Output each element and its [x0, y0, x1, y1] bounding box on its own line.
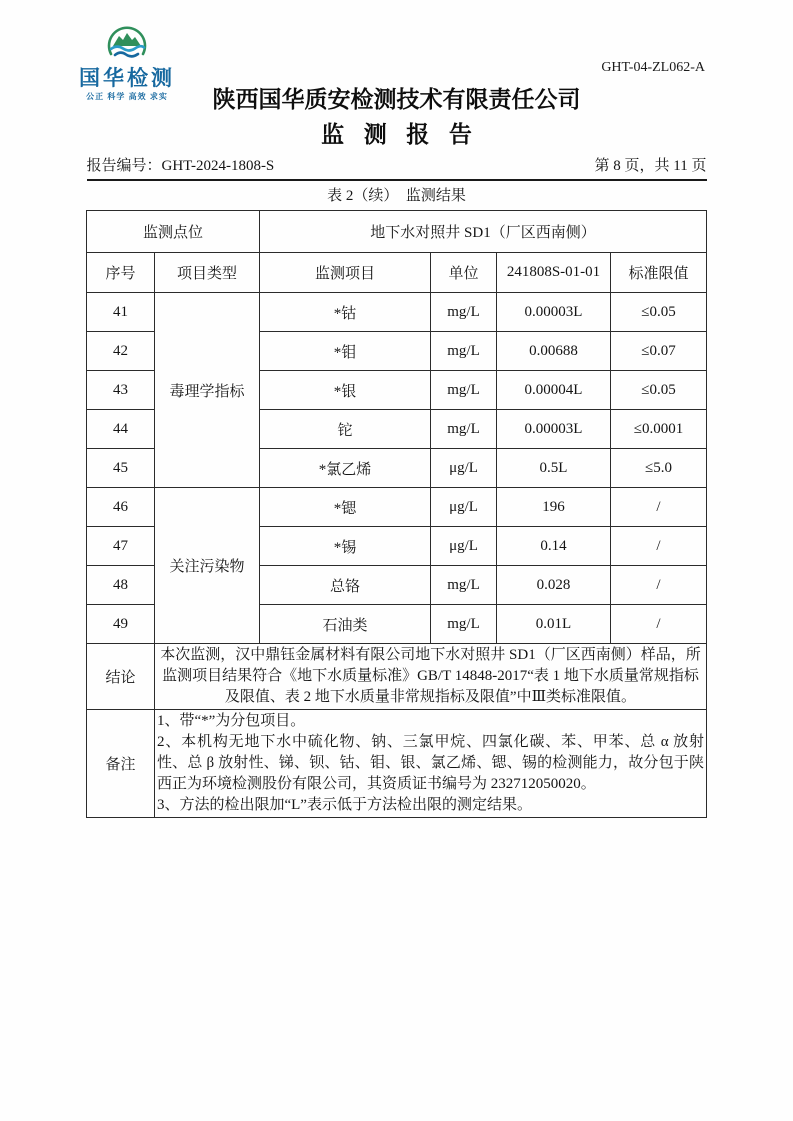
conclusion-label: 结论 — [86, 644, 154, 710]
page-info: 第 8 页，共 11 页 — [594, 158, 707, 174]
cell-item: 铊 — [260, 410, 431, 449]
cell-unit: mg/L — [431, 605, 497, 644]
table-row — [86, 488, 706, 527]
table-title: 表 2（续） 监测结果 — [327, 188, 466, 204]
cell-item: *锡 — [260, 527, 431, 566]
cell-unit: mg/L — [431, 371, 497, 410]
cell-item: 总铬 — [260, 566, 431, 605]
remark-text — [154, 710, 706, 818]
cell-seq: 47 — [86, 527, 154, 566]
table-row — [86, 293, 706, 332]
remark-row — [86, 710, 706, 818]
cell-seq: 46 — [86, 488, 154, 527]
cell-unit: μg/L — [431, 488, 497, 527]
cell-limit: / — [611, 488, 707, 527]
cell-seq: 48 — [86, 566, 154, 605]
cell-value: 0.00688 — [497, 332, 611, 371]
cell-seq: 42 — [86, 332, 154, 371]
cell-limit: / — [611, 527, 707, 566]
logo-tagline: 公正 科学 高效 求实 — [86, 92, 168, 101]
logo-name: 国华检测 — [79, 67, 175, 90]
cell-unit: mg/L — [431, 332, 497, 371]
cell-value: 0.5L — [497, 449, 611, 488]
header-sample-id: 241808S-01-01 — [497, 253, 611, 293]
report-title: 监测报告 — [321, 121, 492, 147]
cell-item: *钼 — [260, 332, 431, 371]
cell-value: 0.00003L — [497, 293, 611, 332]
remark-label: 备注 — [86, 710, 154, 818]
monitoring-point-value: 地下水对照井 SD1（厂区西南侧） — [260, 211, 707, 253]
cell-limit: ≤0.0001 — [611, 410, 707, 449]
mountain-water-logo-icon — [102, 20, 152, 66]
remark-line-1: 1、带“*”为分包项目。 — [156, 713, 306, 729]
cell-value: 196 — [497, 488, 611, 527]
cell-seq: 45 — [86, 449, 154, 488]
monitoring-point-label: 监测点位 — [86, 211, 259, 253]
cell-limit: ≤5.0 — [611, 449, 707, 488]
cell-item: 石油类 — [260, 605, 431, 644]
header-seq: 序号 — [86, 253, 154, 293]
cell-unit: μg/L — [431, 527, 497, 566]
cell-limit: / — [611, 566, 707, 605]
cell-unit: mg/L — [431, 410, 497, 449]
cell-item: *钴 — [260, 293, 431, 332]
cell-limit: ≤0.05 — [611, 293, 707, 332]
cell-limit: / — [611, 605, 707, 644]
document-code: GHT-04-ZL062-A — [601, 60, 705, 75]
remark-line-2: 2、本机构无地下水中硫化物、钠、三氯甲烷、四氯化碳、苯、甲苯、总 α 放射性、总 β 放射性、锑、钡、钴、钼、银、氯乙烯、锶、锡的检测能力，故分包于陕西正为环境检测股份有限公司，其资质证书编号为 232712050020。 — [156, 734, 704, 792]
cell-value: 0.028 — [497, 566, 611, 605]
cell-item: *氯乙烯 — [260, 449, 431, 488]
monitoring-results-table — [86, 210, 707, 818]
category-pollutants-of-concern: 关注污染物 — [154, 488, 259, 644]
header-category: 项目类型 — [154, 253, 259, 293]
meta-row — [87, 156, 707, 181]
cell-seq: 43 — [86, 371, 154, 410]
remark-line-3: 3、方法的检出限加“L”表示低于方法检出限的测定结果。 — [156, 797, 532, 813]
header-item: 监测项目 — [260, 253, 431, 293]
company-logo — [60, 20, 194, 101]
cell-limit: ≤0.07 — [611, 332, 707, 371]
category-toxicology: 毒理学指标 — [154, 293, 259, 488]
cell-seq: 49 — [86, 605, 154, 644]
conclusion-row — [86, 644, 706, 710]
cell-unit: μg/L — [431, 449, 497, 488]
table-header-row — [86, 253, 706, 293]
report-number: 报告编号：GHT-2024-1808-S — [86, 158, 275, 174]
cell-unit: mg/L — [431, 293, 497, 332]
header-unit: 单位 — [431, 253, 497, 293]
cell-value: 0.00003L — [497, 410, 611, 449]
cell-value: 0.01L — [497, 605, 611, 644]
cell-item: *锶 — [260, 488, 431, 527]
header-limit: 标准限值 — [611, 253, 707, 293]
cell-seq: 41 — [86, 293, 154, 332]
conclusion-text: 本次监测，汉中鼎钰金属材料有限公司地下水对照井 SD1（厂区西南侧）样品，所监测项目结果符合《地下水质量标准》GB/T 14848-2017“表 1 地下水质量常规指标及限值、表 2 地下水质量非常规指标及限值”中Ⅲ类标准限值。 — [154, 644, 706, 710]
cell-seq: 44 — [86, 410, 154, 449]
cell-unit: mg/L — [431, 566, 497, 605]
cell-value: 0.00004L — [497, 371, 611, 410]
cell-limit: ≤0.05 — [611, 371, 707, 410]
company-title: 陕西国华质安检测技术有限责任公司 — [212, 86, 581, 112]
cell-value: 0.14 — [497, 527, 611, 566]
cell-item: *银 — [260, 371, 431, 410]
monitoring-point-row — [86, 211, 706, 253]
